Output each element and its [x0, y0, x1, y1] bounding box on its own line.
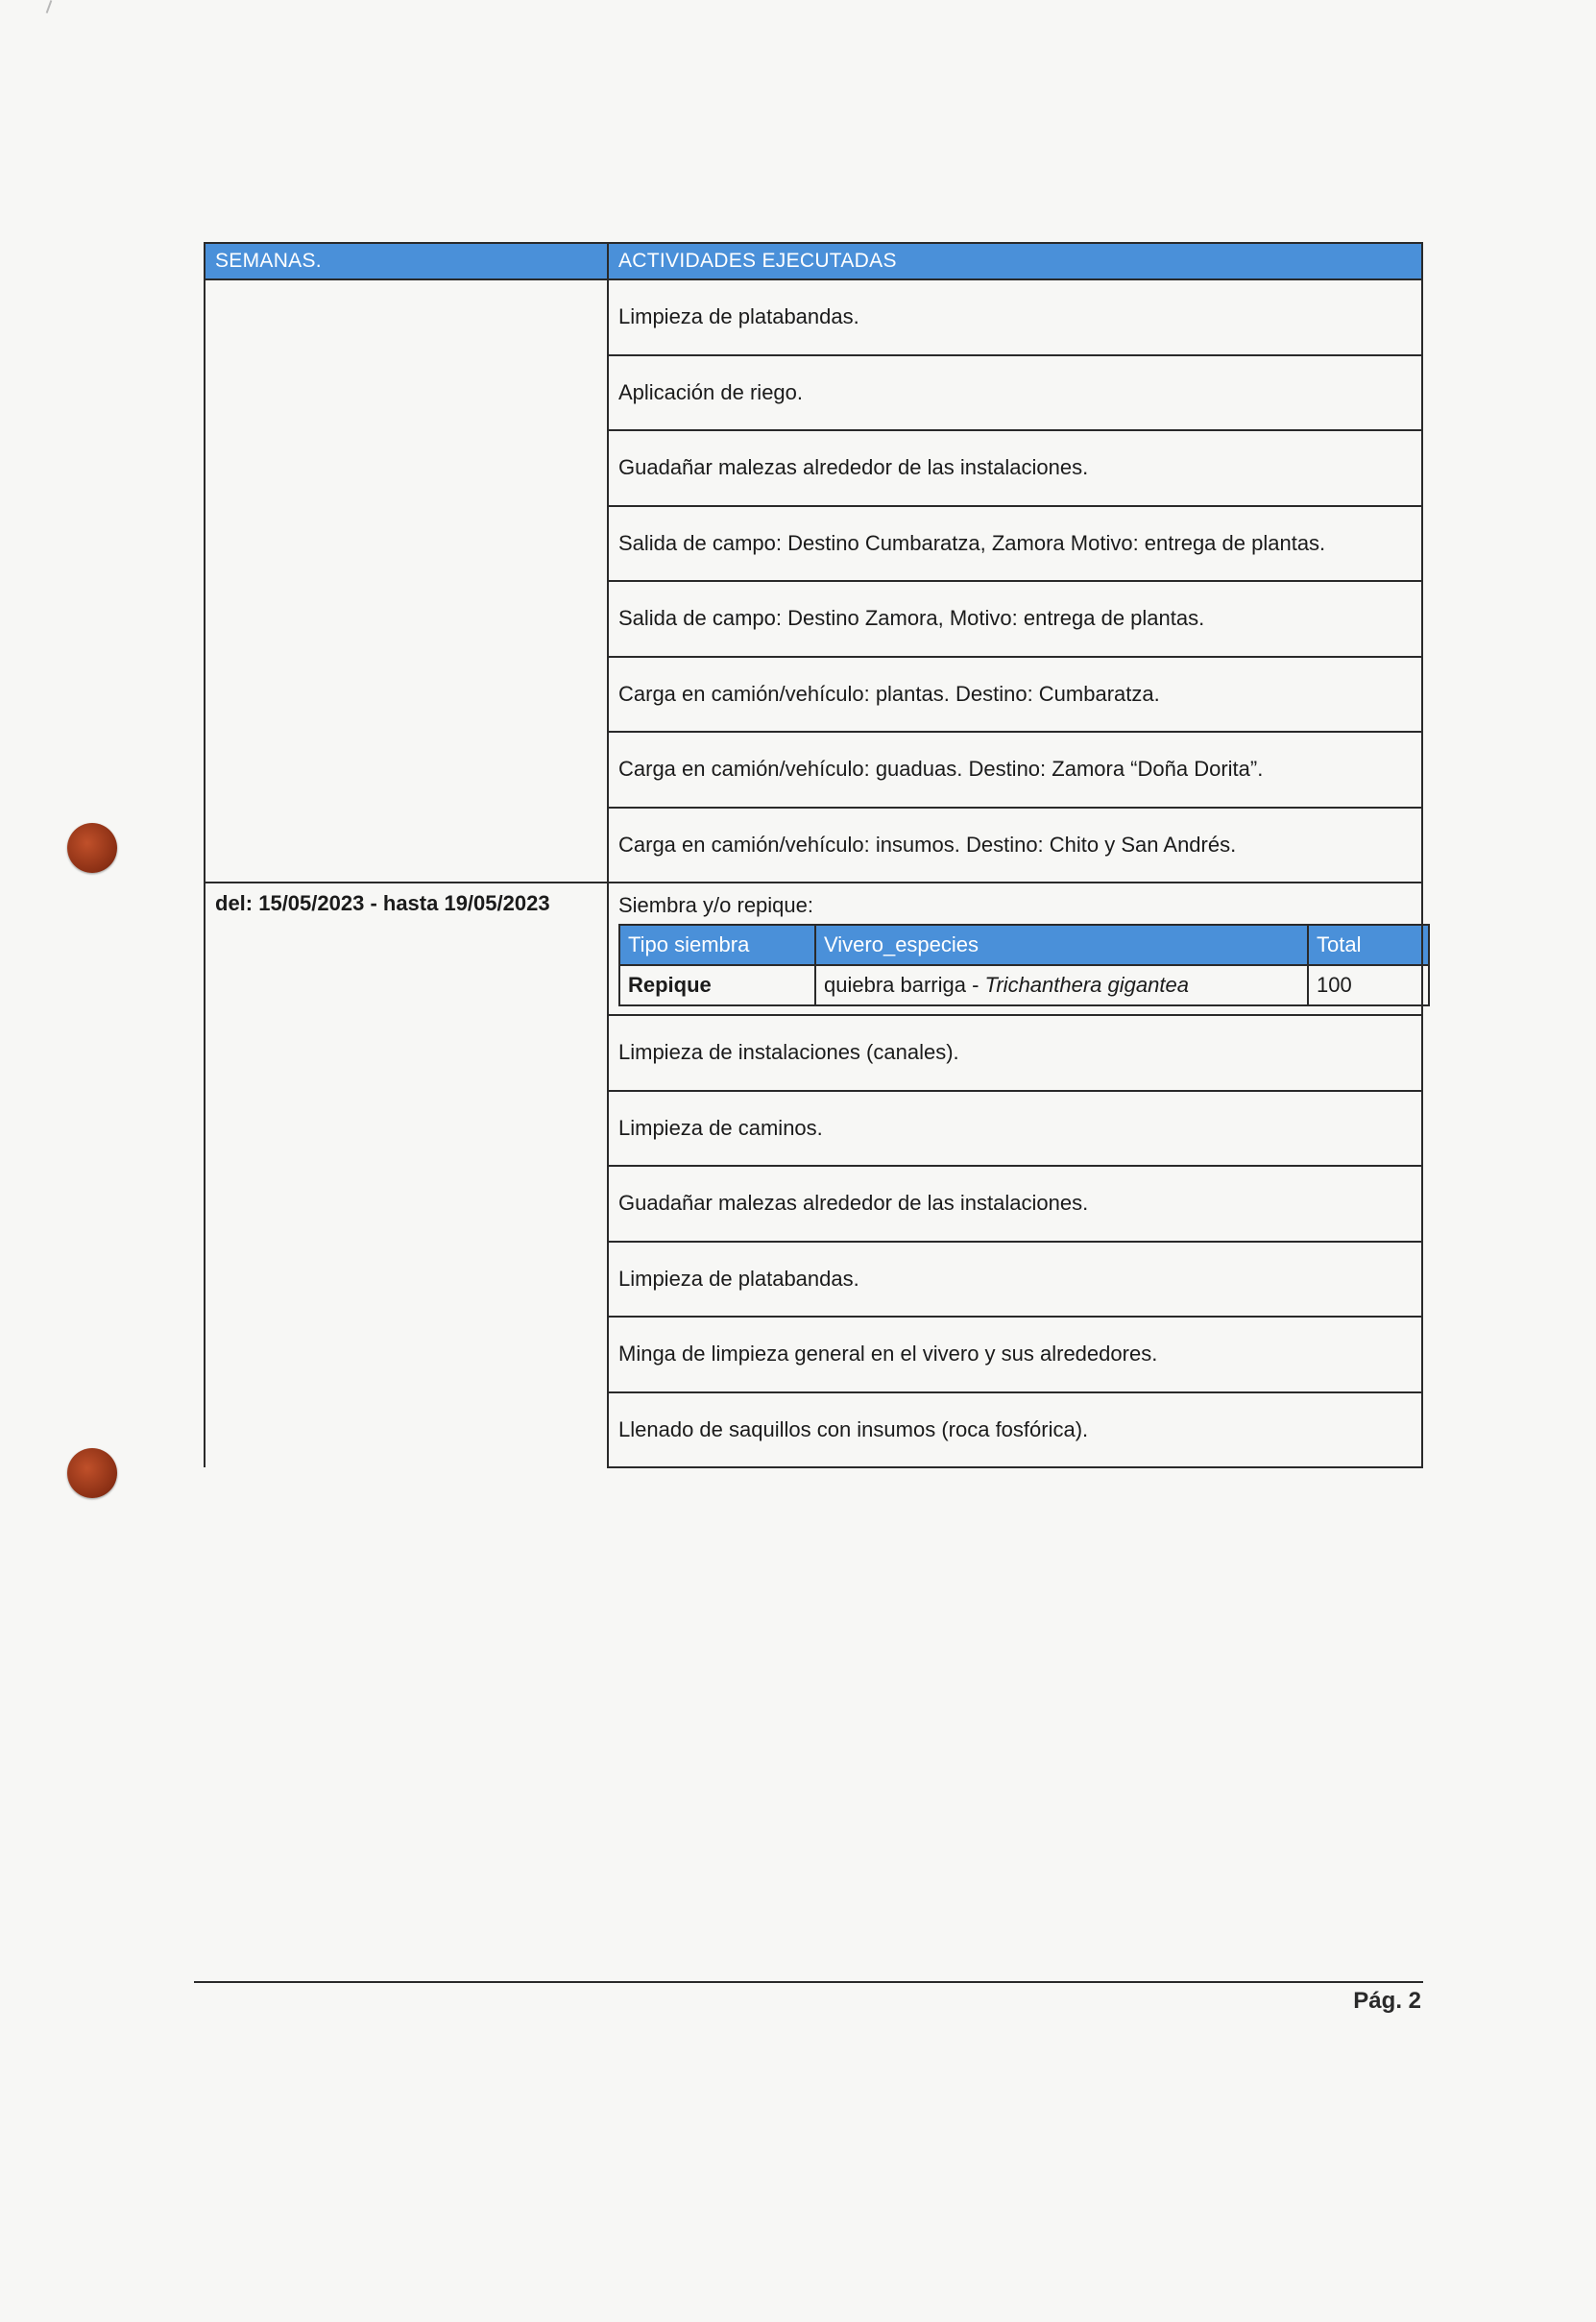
- activities-header: ACTIVIDADES EJECUTADAS: [608, 243, 1422, 279]
- cell-total: 100: [1308, 965, 1429, 1005]
- weeks-header: SEMANAS.: [205, 243, 608, 279]
- siembra-row: [619, 965, 1429, 1005]
- table-row: [205, 883, 1422, 1015]
- weeks-cell-empty: [205, 279, 608, 883]
- activity-item: Guadañar malezas alrededor de las instalaciones.: [608, 430, 1422, 506]
- siembra-header-row: [619, 925, 1429, 965]
- activity-item: Carga en camión/vehículo: insumos. Destino: Chito y San Andrés.: [608, 808, 1422, 883]
- activity-item: Salida de campo: Destino Cumbaratza, Zamora Motivo: entrega de plantas.: [608, 506, 1422, 582]
- page-number: Pág. 2: [1353, 1988, 1421, 2014]
- table-header-row: [205, 243, 1422, 279]
- activity-item: Limpieza de platabandas.: [608, 1242, 1422, 1318]
- col-header-total: Total: [1308, 925, 1429, 965]
- punch-hole: [67, 1448, 117, 1498]
- activity-item: Salida de campo: Destino Zamora, Motivo: entrega de plantas.: [608, 581, 1422, 657]
- activity-item: Limpieza de platabandas.: [608, 279, 1422, 355]
- siembra-title: Siembra y/o repique:: [618, 893, 813, 917]
- activities-table: [204, 242, 1423, 1468]
- activity-item: Limpieza de instalaciones (canales).: [608, 1015, 1422, 1091]
- activity-item: Aplicación de riego.: [608, 355, 1422, 431]
- week-range: del: 15/05/2023 - hasta 19/05/2023: [205, 883, 608, 1467]
- cell-especie: [815, 965, 1308, 1005]
- siembra-cell: [608, 883, 1422, 1015]
- activity-item: Limpieza de caminos.: [608, 1091, 1422, 1167]
- col-header-especies: Vivero_especies: [815, 925, 1308, 965]
- especie-common-name: quiebra barriga -: [824, 973, 985, 997]
- scan-mark: [46, 0, 53, 13]
- activity-item: Carga en camión/vehículo: plantas. Destino: Cumbaratza.: [608, 657, 1422, 733]
- footer-divider: [194, 1981, 1423, 1983]
- activity-item: Guadañar malezas alrededor de las instalaciones.: [608, 1166, 1422, 1242]
- activity-item: Minga de limpieza general en el vivero y sus alrededores.: [608, 1317, 1422, 1392]
- siembra-table: [618, 924, 1430, 1006]
- activity-item: Llenado de saquillos con insumos (roca fosfórica).: [608, 1392, 1422, 1468]
- col-header-tipo: Tipo siembra: [619, 925, 815, 965]
- table-row: [205, 279, 1422, 355]
- especie-scientific-name: Trichanthera gigantea: [984, 973, 1189, 997]
- activity-item: Carga en camión/vehículo: guaduas. Destino: Zamora “Doña Dorita”.: [608, 732, 1422, 808]
- cell-tipo: Repique: [619, 965, 815, 1005]
- punch-hole: [67, 823, 117, 873]
